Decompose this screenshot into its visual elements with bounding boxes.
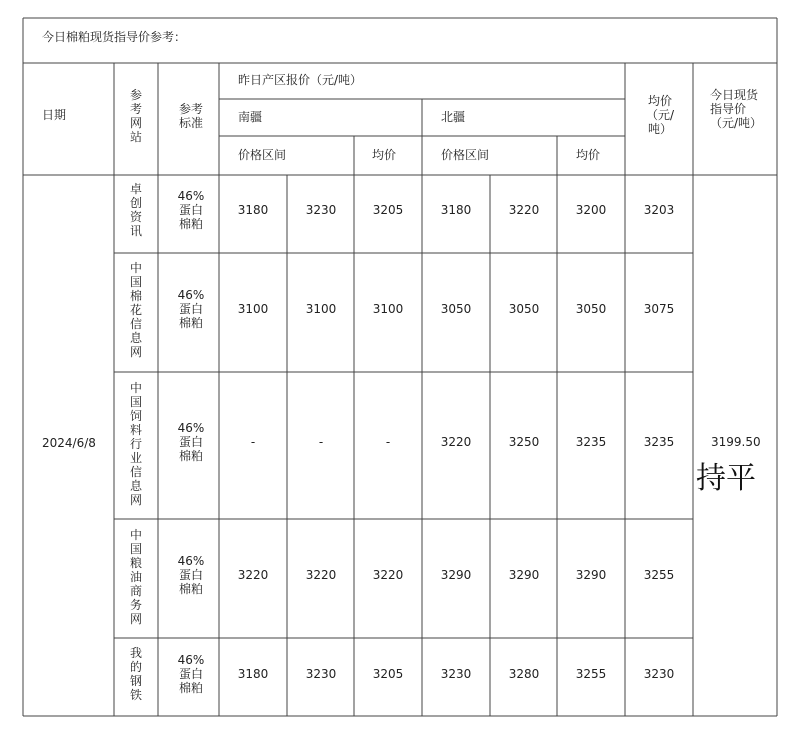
row-avg: 3235 [643, 435, 675, 449]
row-standard: 46%蛋白棉粕 [177, 554, 205, 596]
north-high: 3220 [508, 203, 540, 217]
guide-price-value: 3199.50 [711, 435, 761, 449]
row-avg: 3075 [643, 302, 675, 316]
north-low: 3290 [440, 568, 472, 582]
north-avg: 3200 [575, 203, 607, 217]
header-north-xinjiang: 北疆 [441, 110, 466, 124]
south-low: 3180 [237, 203, 269, 217]
row-avg: 3255 [643, 568, 675, 582]
south-avg: 3100 [372, 302, 404, 316]
south-low: 3220 [237, 568, 269, 582]
north-high: 3250 [508, 435, 540, 449]
header-south-xinjiang: 南疆 [238, 110, 263, 124]
row-standard: 46%蛋白棉粕 [177, 189, 205, 231]
row-standard: 46%蛋白棉粕 [177, 421, 205, 463]
north-high: 3280 [508, 667, 540, 681]
south-high: 3220 [305, 568, 337, 582]
header-north-avg: 均价 [576, 148, 601, 162]
row-site: 我的钢铁 [129, 646, 142, 702]
header-guide-price: 今日现货指导价（元/吨） [710, 88, 763, 130]
north-high: 3290 [508, 568, 540, 582]
north-low: 3050 [440, 302, 472, 316]
north-low: 3230 [440, 667, 472, 681]
row-site: 卓创资讯 [129, 182, 142, 238]
south-avg: 3220 [372, 568, 404, 582]
row-site: 中国粮油商务网 [129, 528, 142, 626]
header-date: 日期 [42, 108, 67, 122]
trend-label: 持平 [696, 461, 756, 496]
table-title: 今日棉粕现货指导价参考： [42, 30, 187, 44]
north-avg: 3290 [575, 568, 607, 582]
north-avg: 3235 [575, 435, 607, 449]
row-standard: 46%蛋白棉粕 [177, 653, 205, 695]
date-cell: 2024/6/8 [42, 436, 96, 450]
header-north-range: 价格区间 [441, 148, 490, 162]
header-avg-price: 均价（元/吨） [645, 94, 675, 136]
row-site: 中国棉花信息网 [129, 261, 142, 359]
south-low: 3180 [237, 667, 269, 681]
south-high: - [318, 435, 324, 449]
south-high: 3230 [305, 203, 337, 217]
row-standard: 46%蛋白棉粕 [177, 288, 205, 330]
row-avg: 3203 [643, 203, 675, 217]
south-low: 3100 [237, 302, 269, 316]
south-low: - [250, 435, 256, 449]
north-low: 3220 [440, 435, 472, 449]
header-south-range: 价格区间 [238, 148, 287, 162]
north-low: 3180 [440, 203, 472, 217]
header-yesterday-price: 昨日产区报价（元/吨） [238, 73, 363, 87]
north-avg: 3255 [575, 667, 607, 681]
row-avg: 3230 [643, 667, 675, 681]
north-avg: 3050 [575, 302, 607, 316]
south-avg: - [385, 435, 391, 449]
header-standard: 参考标准 [178, 102, 203, 130]
header-south-avg: 均价 [372, 148, 397, 162]
header-site: 参考网站 [129, 88, 142, 144]
row-site: 中国饲料行业信息网 [129, 381, 142, 507]
south-high: 3100 [305, 302, 337, 316]
south-high: 3230 [305, 667, 337, 681]
south-avg: 3205 [372, 667, 404, 681]
north-high: 3050 [508, 302, 540, 316]
south-avg: 3205 [372, 203, 404, 217]
